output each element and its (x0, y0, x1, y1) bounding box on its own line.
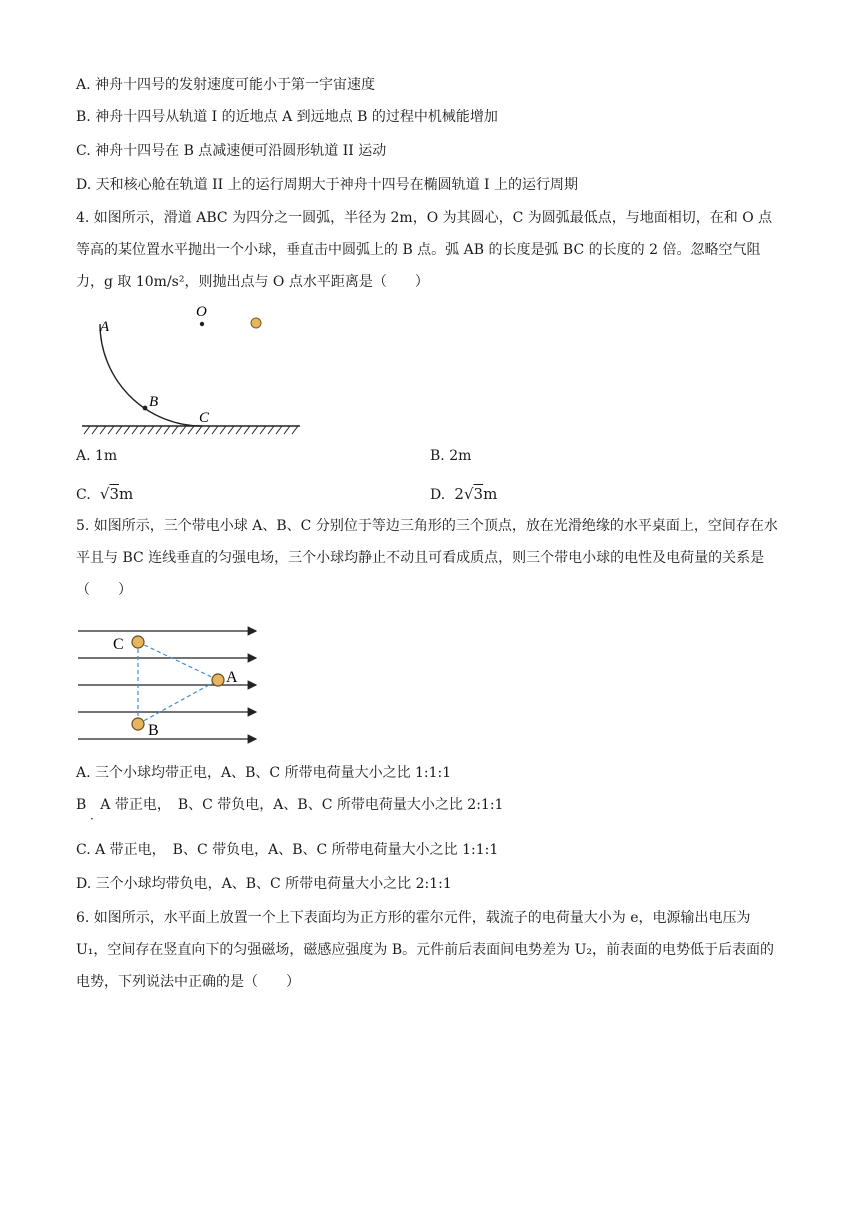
q4-option-c (76, 484, 133, 505)
q4-option-c-prefix: C. (76, 487, 91, 503)
q4-option-a: A. 1m (76, 448, 118, 464)
label-o: O (196, 304, 207, 320)
q5-option-d: D. 三个小球均带负电，A、B、C 所带电荷量大小之比 2:1:1 (76, 876, 452, 892)
q6-stem: 6. 如图所示，水平面上放置一个上下表面均为正方形的霍尔元件，载流子的电荷量大小为 e，电源输出电压为 U₁，空间存在竖直向下的匀强磁场，磁感应强度为 B。元件前后表面间电势差为 U₂，前表面的电势低于后表面的电势，下列说法中正确的是（ ） (76, 910, 775, 990)
q5-option-b: B A 带正电， B、C 带负电，A、B、C 所带电荷量大小之比 2:1:1 (76, 797, 504, 813)
charge-a (212, 674, 224, 686)
q5-figure (76, 620, 266, 748)
charge-b (132, 718, 144, 730)
q3-option-a: A. 神舟十四号的发射速度可能小于第一宇宙速度 (76, 77, 376, 93)
q4-option-d-coef: 2 (454, 485, 464, 503)
q4-figure (76, 300, 306, 440)
q3-option-d: D. 天和核心舱在轨道 II 上的运行周期大于神舟十四号在椭圆轨道 I 上的运行周期 (76, 177, 579, 193)
label-c: C (199, 410, 210, 426)
label-c: C (113, 636, 124, 653)
q4-option-b: B. 2m (430, 448, 472, 464)
label-b: B (148, 722, 159, 739)
q5-option-a: A. 三个小球均带正电，A、B、C 所带电荷量大小之比 1:1:1 (76, 765, 452, 781)
label-a: A (226, 669, 238, 686)
q4-option-c-unit: m (119, 485, 134, 503)
sqrt-symbol-d: √ (463, 485, 474, 503)
ball (251, 318, 261, 328)
q5-stem: 5. 如图所示，三个带电小球 A、B、C 分别位于等边三角形的三个顶点，放在光滑绝缘的水平桌面上，空间存在水平且与 BC 连线垂直的匀强电场，三个小球均静止不动且可看成质点，则三个带电小球的电性及电荷量的关系是（ ） (76, 518, 778, 598)
charge-c (132, 636, 144, 648)
q4-option-d-radicand: 3 (473, 485, 484, 503)
label-a: A (100, 319, 110, 335)
q4-stem: 4. 如图所示，滑道 ABC 为四分之一圆弧，半径为 2m，O 为其圆心，C 为圆弧最低点，与地面相切，在和 O 点等高的某位置水平抛出一个小球，垂直击中圆弧上的 B 点。弧 AB 的长度是弧 BC 的长度的 2 倍。忽略空气阻力，g 取 10m/s²，则抛出点与 O 点水平距离是（ ） (76, 210, 773, 290)
q4-option-d (430, 484, 497, 505)
stray-dot: · (90, 812, 94, 826)
point-b (143, 406, 148, 411)
q3-option-c: C. 神舟十四号在 B 点减速便可沿圆形轨道 II 运动 (76, 143, 387, 159)
q5-option-c: C. A 带正电， B、C 带负电，A、B、C 所带电荷量大小之比 1:1:1 (76, 842, 499, 858)
center-point (200, 322, 204, 326)
q4-option-d-unit: m (483, 485, 498, 503)
q4-option-c-radicand: 3 (109, 485, 119, 503)
q3-option-b: B. 神舟十四号从轨道 I 的近地点 A 到远地点 B 的过程中机械能增加 (76, 109, 498, 125)
q4-option-d-prefix: D. (430, 487, 446, 503)
arc-track (100, 324, 202, 426)
sqrt-symbol: √3 (95, 485, 119, 503)
label-b: B (149, 394, 159, 410)
